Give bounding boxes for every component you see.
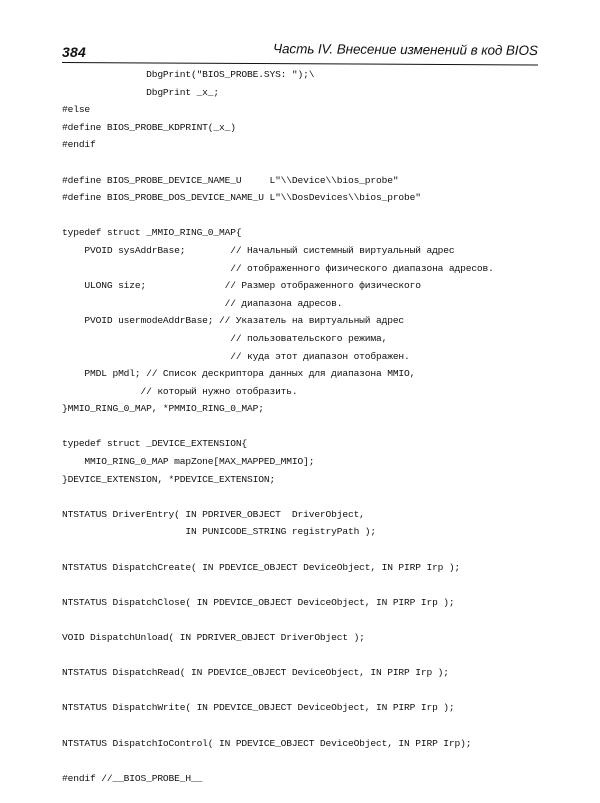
- page-number: 384: [62, 44, 86, 60]
- code-line: typedef struct _MMIO_RING_0_MAP{: [62, 227, 242, 239]
- code-line: ULONG size; // Размер отображенного физического: [62, 280, 421, 292]
- code-line: PVOID usermodeAddrBase; // Указатель на виртуальный адрес: [62, 315, 405, 327]
- code-line: }DEVICE_EXTENSION, *PDEVICE_EXTENSION;: [62, 473, 276, 485]
- code-line: DbgPrint("BIOS_PROBE.SYS: ");\: [62, 69, 315, 80]
- code-line: IN PUNICODE_STRING registryPath );: [62, 526, 377, 538]
- code-line: #else: [62, 104, 91, 116]
- code-line: [62, 611, 542, 629]
- code-line: // куда этот диапазон отображен.: [62, 350, 410, 362]
- code-line: VOID DispatchUnload( IN PDRIVER_OBJECT DriverObject );: [62, 632, 365, 643]
- code-line: NTSTATUS DispatchRead( IN PDEVICE_OBJECT DeviceObject, IN PIRP Irp );: [62, 667, 449, 679]
- code-line: typedef struct _DEVICE_EXTENSION{: [62, 438, 248, 450]
- code-line: NTSTATUS DispatchIoControl( IN PDEVICE_OBJECT DeviceObject, IN PIRP Irp);: [62, 737, 472, 749]
- code-line: [62, 154, 542, 172]
- code-line: // отображенного физического диапазона адресов.: [62, 262, 494, 274]
- code-line: NTSTATUS DispatchCreate( IN PDEVICE_OBJECT DeviceObject, IN PIRP Irp );: [62, 561, 461, 573]
- code-line: }MMIO_RING_0_MAP, *PMMIO_RING_0_MAP;: [62, 403, 264, 415]
- code-line: // который нужно отобразить.: [62, 385, 298, 397]
- code-line: MMIO_RING_0_MAP mapZone[MAX_MAPPED_MMIO];: [62, 456, 315, 468]
- code-line: [62, 418, 542, 436]
- code-line: PVOID sysAddrBase; // Начальный системный виртуальный адрес: [62, 244, 455, 256]
- code-line: [62, 647, 542, 665]
- code-line: [62, 207, 542, 225]
- code-line: #define BIOS_PROBE_KDPRINT(_x_): [62, 121, 236, 133]
- code-line: // диапазона адресов.: [62, 297, 343, 309]
- code-line: // пользовательского режима,: [62, 332, 388, 344]
- code-listing: [62, 66, 542, 787]
- code-line: #endif: [62, 139, 96, 151]
- code-line: #endif //__BIOS_PROBE_H__: [62, 772, 203, 784]
- code-line: DbgPrint _x_;: [62, 86, 220, 98]
- code-line: #define BIOS_PROBE_DEVICE_NAME_U L"\\Device\\bios_probe": [62, 174, 399, 186]
- running-title: Часть IV. Внесение изменений в код BIOS: [273, 41, 539, 58]
- code-line: [62, 488, 542, 506]
- header-rule: [62, 62, 538, 65]
- code-line: [62, 682, 542, 700]
- code-line: [62, 752, 542, 770]
- code-line: [62, 576, 542, 594]
- code-line: [62, 541, 542, 559]
- code-line: NTSTATUS DispatchWrite( IN PDEVICE_OBJECT DeviceObject, IN PIRP Irp );: [62, 702, 455, 714]
- code-line: NTSTATUS DispatchClose( IN PDEVICE_OBJECT DeviceObject, IN PIRP Irp );: [62, 596, 455, 608]
- code-line: [62, 717, 542, 735]
- code-line: #define BIOS_PROBE_DOS_DEVICE_NAME_U L"\\DosDevices\\bios_probe": [62, 192, 421, 204]
- code-line: NTSTATUS DriverEntry( IN PDRIVER_OBJECT DriverObject,: [62, 508, 365, 520]
- code-line: PMDL pMdl; // Список дескриптора данных для диапазона MMIO,: [62, 368, 416, 380]
